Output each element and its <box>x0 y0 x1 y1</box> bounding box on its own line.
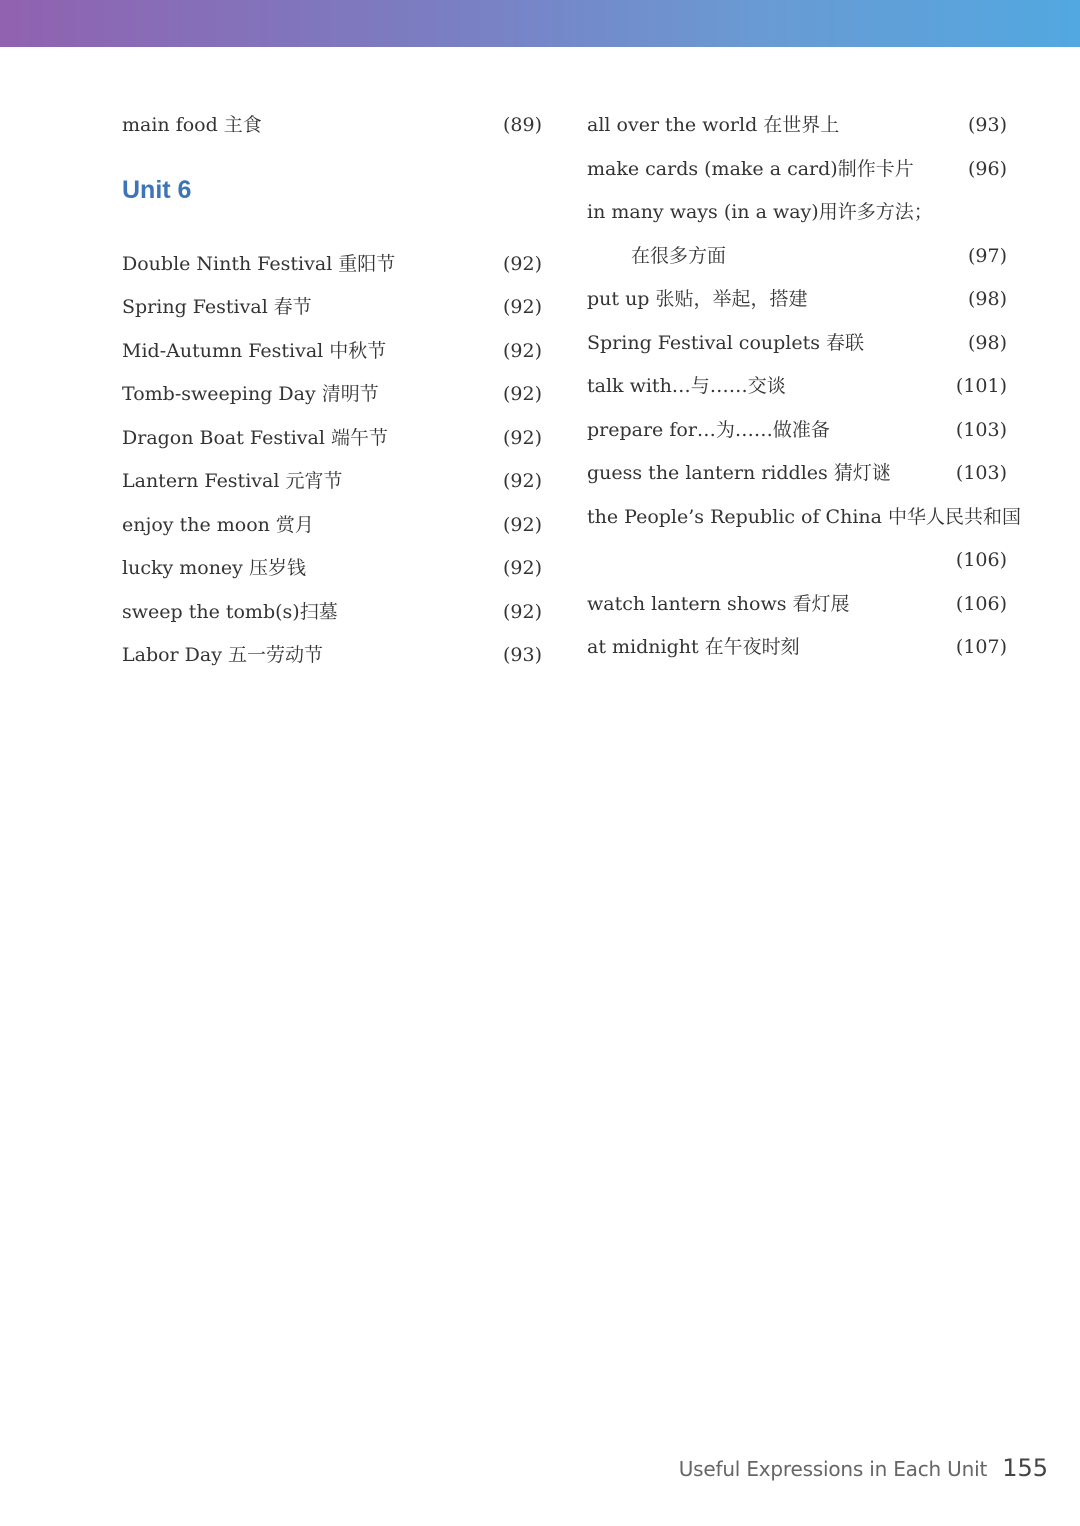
page-reference: (92) <box>502 383 542 405</box>
page-reference: (92) <box>502 513 542 536</box>
page-reference: (106) <box>955 592 1007 615</box>
expression-text: prepare for…为……做准备 <box>587 418 830 441</box>
expression-text: main food 主食 <box>122 114 262 136</box>
unit-heading: Unit 6 <box>122 175 192 204</box>
page-reference: (92) <box>502 339 542 362</box>
page-reference: (92) <box>502 426 542 449</box>
page-reference: (98) <box>967 288 1007 310</box>
expression-text: in many ways (in a way)用许多方法； <box>587 201 933 223</box>
expression-entry <box>587 148 1007 192</box>
page-reference: (103) <box>955 418 1007 441</box>
page-reference: (92) <box>502 252 542 275</box>
expression-entry <box>122 104 542 148</box>
page-reference: (93) <box>967 114 1007 136</box>
page-reference: (92) <box>502 296 542 318</box>
expression-text: 在很多方面 <box>631 244 727 267</box>
expression-text: Spring Festival couplets 春联 <box>587 331 865 354</box>
page-reference: (93) <box>502 644 542 666</box>
expression-entry <box>587 104 1007 148</box>
footer-page-number: 155 <box>1002 1454 1048 1482</box>
expression-text: guess the lantern riddles 猜灯谜 <box>587 462 891 484</box>
expression-entry <box>587 365 1007 409</box>
expression-entry <box>122 243 542 287</box>
page-reference: (107) <box>955 636 1007 658</box>
page-reference: (89) <box>502 114 542 136</box>
unit-heading-block <box>122 148 542 243</box>
expression-entry <box>587 452 1007 496</box>
page-reference: (97) <box>967 244 1007 267</box>
expression-entry <box>122 330 542 374</box>
expression-text: Mid-Autumn Festival 中秋节 <box>122 339 387 362</box>
header-gradient-bar <box>0 0 1080 47</box>
expression-entry <box>587 322 1007 366</box>
page-reference: (92) <box>502 470 542 492</box>
expression-text: Labor Day 五一劳动节 <box>122 644 324 666</box>
expression-text: lucky money 压岁钱 <box>122 557 306 579</box>
expression-entry <box>587 409 1007 453</box>
expression-entry <box>587 191 1007 235</box>
expression-text: Dragon Boat Festival 端午节 <box>122 426 388 449</box>
right-column <box>587 104 1021 670</box>
expression-entry <box>587 626 1007 670</box>
expression-entry-continuation <box>587 235 1007 279</box>
page-reference: (101) <box>955 375 1007 397</box>
expression-text: watch lantern shows 看灯展 <box>587 592 850 615</box>
expression-entry <box>122 504 542 548</box>
expression-text: put up 张贴，举起，搭建 <box>587 288 808 310</box>
footer-title: Useful Expressions in Each Unit <box>678 1457 988 1481</box>
expression-text: enjoy the moon 赏月 <box>122 513 314 536</box>
expression-entry <box>587 496 1021 540</box>
expression-text: sweep the tomb(s)扫墓 <box>122 600 338 623</box>
expression-entry <box>122 591 542 635</box>
page-reference: (106) <box>955 549 1007 571</box>
page-reference: (98) <box>967 331 1007 354</box>
expression-text: all over the world 在世界上 <box>587 114 840 136</box>
expression-text: make cards (make a card)制作卡片 <box>587 157 914 180</box>
page-reference: (92) <box>502 600 542 623</box>
expression-text: Spring Festival 春节 <box>122 296 312 318</box>
expression-text: Tomb-sweeping Day 清明节 <box>122 383 379 405</box>
expression-text: Double Ninth Festival 重阳节 <box>122 252 396 275</box>
expression-entry <box>122 417 542 461</box>
expression-entry <box>122 634 542 678</box>
expression-entry-continuation <box>587 539 1007 583</box>
expression-entry <box>122 460 542 504</box>
page-footer <box>679 1454 1048 1482</box>
expression-entry <box>122 547 542 591</box>
expression-text: at midnight 在午夜时刻 <box>587 636 800 658</box>
expression-entry <box>122 373 542 417</box>
expression-text: talk with…与……交谈 <box>587 375 786 397</box>
page-reference: (96) <box>967 157 1007 180</box>
expression-entry <box>587 278 1007 322</box>
expression-text: the People’s Republic of China 中华人民共和国 <box>587 505 1021 528</box>
page-reference: (103) <box>955 462 1007 484</box>
expression-entry <box>122 286 542 330</box>
page-reference: (92) <box>502 557 542 579</box>
expression-entry <box>587 583 1007 627</box>
expression-text: Lantern Festival 元宵节 <box>122 470 343 492</box>
left-column <box>122 104 542 678</box>
